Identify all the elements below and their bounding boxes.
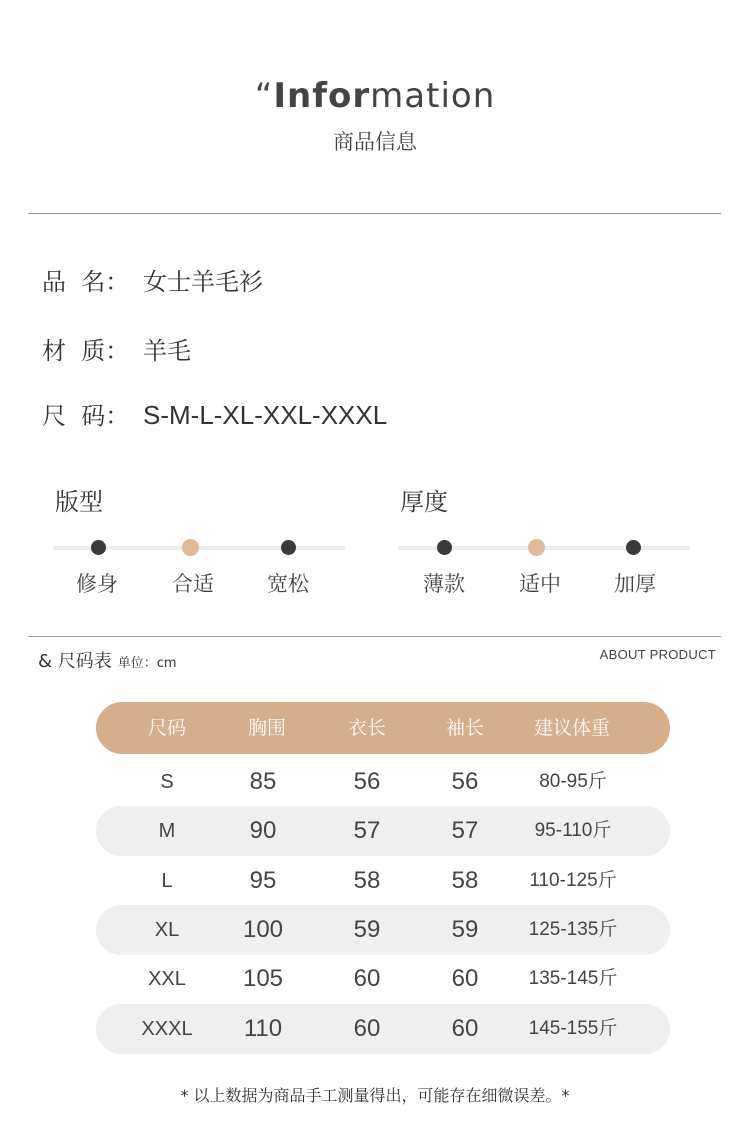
table-cell: 60 (451, 965, 479, 992)
table-cell: 56 (353, 768, 381, 795)
table-cell: 57 (353, 817, 381, 844)
info-value: S-M-L-XL-XXL-XXXL (143, 400, 388, 430)
table-cell: 58 (353, 867, 381, 894)
table-cell: 100 (242, 916, 284, 943)
table-cell: 110-125斤 (529, 870, 617, 891)
scale-dot (281, 540, 296, 555)
table-cell: 60 (353, 1015, 381, 1042)
table-cell: L (161, 870, 173, 892)
table-cell: S (160, 771, 174, 793)
divider-top (28, 213, 721, 214)
info-label: 尺 码： (42, 402, 130, 430)
scale-title-fit: 版型 (55, 488, 103, 516)
table-cell: 110 (243, 1015, 283, 1042)
table-cell: 125-135斤 (528, 919, 618, 940)
info-row-material (42, 331, 191, 366)
table-cell: 85 (249, 768, 277, 795)
table-cell: XL (154, 919, 180, 941)
table-header (96, 702, 670, 754)
divider-middle (28, 636, 721, 637)
info-row-name (42, 262, 263, 297)
table-cell: 60 (451, 1015, 479, 1042)
scale-dot (91, 540, 106, 555)
table-header-cell: 袖长 (445, 717, 484, 739)
table-cell: XXXL (141, 1018, 193, 1040)
title-quote: “ (254, 76, 274, 116)
scale-option: 合适 (172, 572, 214, 596)
scale-option: 宽松 (267, 572, 309, 596)
table-cell: 57 (451, 817, 479, 844)
table-cell: 58 (451, 867, 479, 894)
table-cell: 59 (353, 916, 381, 943)
table-header-cell: 建议体重 (533, 717, 610, 739)
table-header-cell: 胸围 (247, 717, 286, 739)
info-row-size (42, 396, 387, 431)
size-chart-heading (38, 647, 177, 673)
scale-dot (528, 539, 545, 556)
table-cell: XXL (148, 968, 186, 990)
table-cell: 60 (353, 965, 381, 992)
table-cell: 105 (242, 965, 284, 992)
scale-option: 薄款 (423, 572, 465, 596)
table-cell: 56 (451, 768, 479, 795)
title-bold: Infor (273, 76, 371, 116)
info-value: 女士羊毛衫 (143, 268, 263, 296)
scale-option: 适中 (519, 572, 561, 596)
scale-option: 修身 (76, 572, 118, 596)
table-cell: 135-145斤 (528, 968, 618, 989)
about-product-label: ABOUT PRODUCT (599, 647, 716, 662)
page-title (0, 76, 750, 116)
measurement-note: * 以上数据为商品手工测量得出，可能存在细微误差。* (180, 1086, 570, 1105)
scale-option: 加厚 (614, 572, 656, 596)
table-header-cell: 衣长 (347, 717, 386, 739)
table-cell: 59 (451, 916, 479, 943)
size-chart-title: & 尺码表 (38, 651, 112, 672)
title-light: mation (370, 76, 496, 116)
table-cell: 95 (249, 867, 277, 894)
scale-title-thickness: 厚度 (400, 488, 448, 516)
info-label: 材 质： (42, 337, 130, 365)
size-chart-unit: 单位：cm (117, 656, 177, 671)
table-header-cell: 尺码 (147, 717, 186, 739)
scale-dot (437, 540, 452, 555)
table-cell: 145-155斤 (528, 1018, 618, 1039)
info-label: 品 名： (42, 268, 130, 296)
scale-dot (626, 540, 641, 555)
table-cell: 90 (249, 817, 277, 844)
table-cell: 80-95斤 (539, 771, 607, 792)
scale-dot (182, 539, 199, 556)
info-value: 羊毛 (143, 337, 191, 365)
table-cell: 95-110斤 (534, 820, 612, 841)
page-subtitle: 商品信息 (333, 130, 417, 154)
table-cell: M (158, 820, 176, 842)
